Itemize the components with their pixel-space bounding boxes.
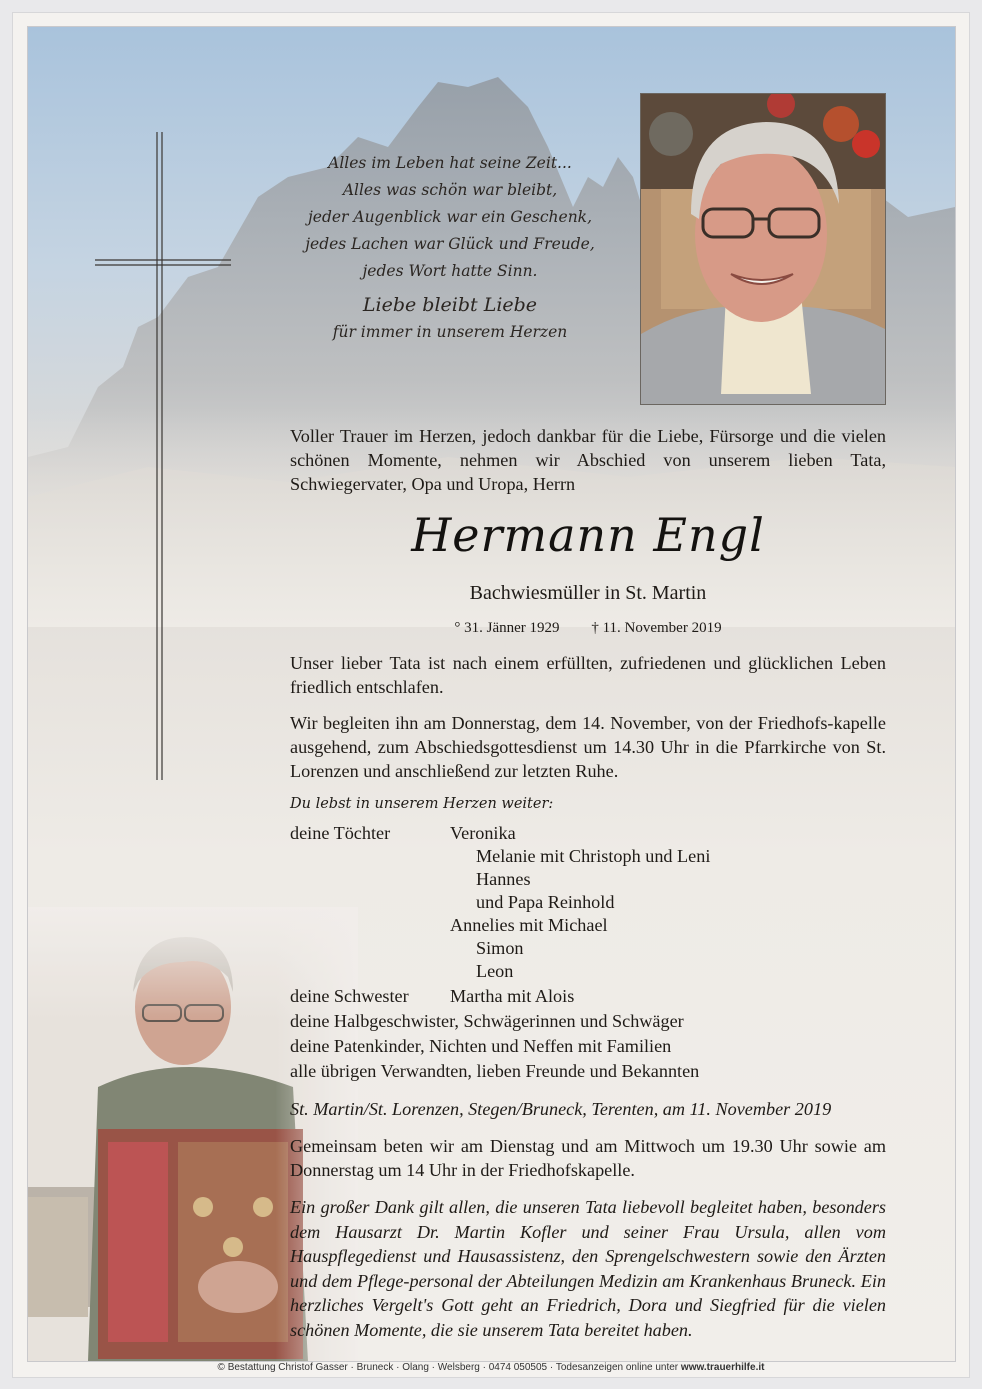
deceased-subtitle: Bachwiesmüller in St. Martin [469,582,707,604]
place-date: St. Martin/St. Lorenzen, Stegen/Bruneck, Terenten, am 11. November 2019 [290,1099,832,1119]
family-member: Martha mit Alois [450,986,575,1006]
family-line: alle übrigen Verwandten, lieben Freunde und Bekannten [290,1061,700,1081]
family-member: Melanie mit Christoph und Leni [476,846,711,866]
quote-line: Alles was schön war bleibt, [342,181,558,199]
cross-icon [95,132,235,780]
family-intro: Du lebst in unserem Herzen weiter: [290,796,554,812]
quote-sub: für immer in unserem Herzen [332,323,568,341]
prayer-text: Gemeinsam beten wir am Dienstag und am Mittwoch um 19.30 Uhr sowie am Donnerstag um 14 Uhr in der Friedhofskapelle. [290,1136,886,1180]
intro-text: Voller Trauer im Herzen, jedoch dankbar für die Liebe, Fürsorge und die vielen schönen Momente, nehmen wir Abschied von unserem lieben Tata, Schwiegervater, Opa und Uropa, Herrn [290,426,886,494]
paragraph-passing: Unser lieber Tata ist nach einem erfüllten, zufriedenen und glücklichen Leben friedlich entschlafen. [290,653,886,697]
paragraph-funeral: Wir begleiten ihn am Donnerstag, dem 14. November, von der Friedhofs-kapelle ausgehend, zum Abschiedsgottesdienst um 14.30 Uhr in die Pfarrkirche von St. Lorenzen und anschließend zur letzten Ruhe. [290,713,886,781]
quote-line: jedes Wort hatte Sinn. [362,262,538,280]
memorial-quote [270,150,630,346]
family-line: deine Halbgeschwister, Schwägerinnen und Schwäger [290,1011,684,1031]
footer-link[interactable]: www.trauerhilfe.it [680,1362,765,1373]
portrait-photo [640,93,886,405]
life-dates [290,620,886,637]
family-member: Leon [476,961,514,981]
quote-line: Alles im Leben hat seine Zeit... [328,154,572,172]
thanks-text: Ein großer Dank gilt allen, die unseren Tata liebevoll begleitet haben, besonders dem Hausarzt Dr. Martin Kofler und seiner Frau Ursula, allen vom Hauspflegedienst und Hausassistenz, den Sprengelschwestern sowie den Ärzten und dem Pflege-personal der Abteilungen Medizin am Krankenhaus Bruneck. Ein herzliches Vergelt's Gott geht an Friedrich, Dora und Siegfried für die vielen schönen Momente, die sie unserem Tata bereitet haben. [290,1197,886,1340]
sister-label: deine Schwester [290,986,409,1006]
death-date: † 11. November 2019 [591,620,722,636]
family-member: Simon [476,938,524,958]
daughters-label: deine Töchter [290,823,391,843]
birth-date: ° 31. Jänner 1929 [454,620,560,636]
family-member: und Papa Reinhold [476,892,615,912]
footer [0,1362,982,1373]
deceased-name: Hermann Engl [411,508,765,562]
family-member: Hannes [476,869,531,889]
family-member: Veronika [450,823,516,843]
quote-line: jeder Augenblick war ein Geschenk, [307,208,593,226]
family-member: Annelies mit Michael [450,915,608,935]
quote-highlight: Liebe bleibt Liebe [362,294,538,316]
quote-line: jedes Lachen war Glück und Freude, [305,235,595,253]
footer-text: © Bestattung Christof Gasser · Bruneck · Olang · Welsberg · 0474 050505 · Todesanzeigen online unter [217,1362,679,1373]
family-line: deine Patenkinder, Nichten und Neffen mit Familien [290,1036,672,1056]
